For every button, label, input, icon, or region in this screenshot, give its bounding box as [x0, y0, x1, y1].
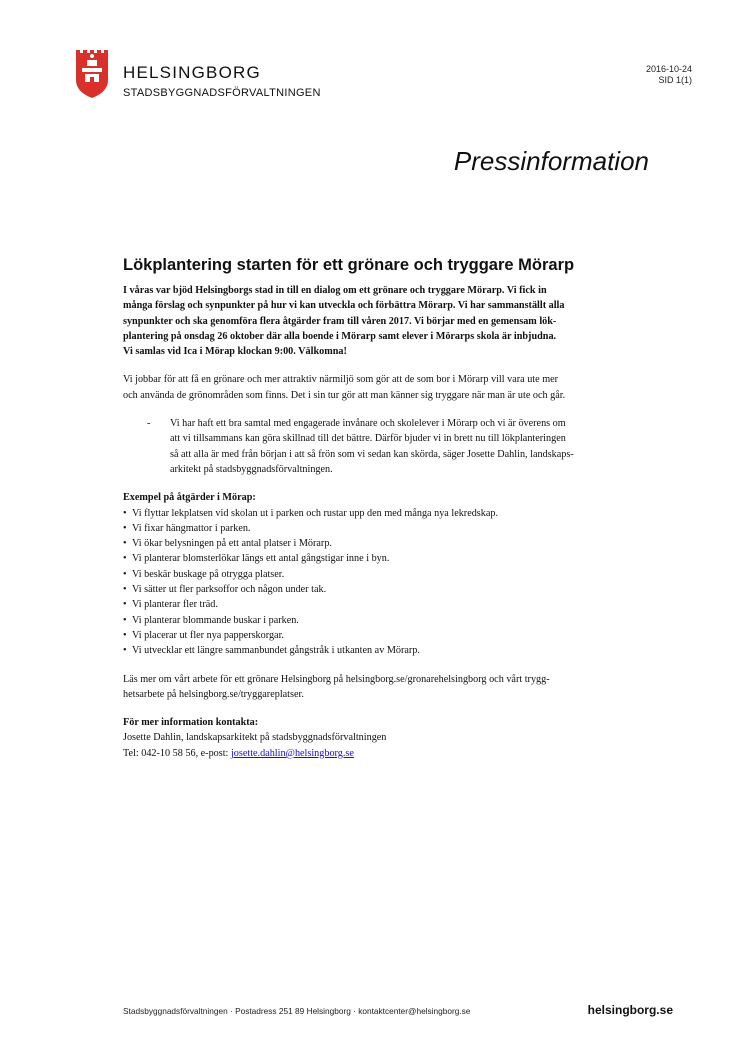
- lead-line: Vi samlas vid Ica i Mörap klockan 9:00. Välkomna!: [123, 346, 347, 358]
- list-item: • Vi sätter ut fler parksoffor och någon under tak.: [123, 582, 653, 597]
- bullet-icon: •: [123, 614, 127, 626]
- measures-title: Exempel på åtgärder i Mörap:: [123, 492, 256, 504]
- list-item: • Vi ökar belysningen på ett antal platser i Mörarp.: [123, 536, 653, 551]
- bullet-icon: •: [123, 629, 127, 641]
- list-item: • Vi flyttar lekplatsen vid skolan ut i parken och rustar upp den med många nya lekredskap.: [123, 506, 653, 521]
- department-name: STADSBYGGNADSFÖRVALTNINGEN: [123, 87, 321, 99]
- list-item: • Vi planterar blommande buskar i parken.: [123, 613, 653, 628]
- intro-paragraph: [123, 372, 653, 403]
- quote-block: [123, 416, 653, 477]
- intro-line: Vi jobbar för att få en grönare och mer attraktiv närmiljö som gör att de som bor i Mörarp vill vara ute mer: [123, 374, 559, 386]
- list-item: • Vi fixar hängmattor i parken.: [123, 521, 653, 536]
- document-type-title: Pressinformation: [453, 146, 649, 176]
- read-more-paragraph: [123, 672, 653, 703]
- bullet-icon: •: [123, 568, 127, 580]
- brand-name: HELSINGBORG: [123, 63, 261, 82]
- bullet-icon: •: [123, 584, 127, 596]
- headline: Lökplantering starten för ett grönare och tryggare Mörarp: [123, 256, 575, 274]
- list-item: • Vi beskär buskage på otrygga platser.: [123, 567, 653, 582]
- list-item: • Vi planterar blomsterlökar längs ett antal gångstigar inne i byn.: [123, 551, 653, 566]
- quote-line: Vi har haft ett bra samtal med engagerade invånare och skolelever i Mörarp och vi är överens om: [170, 418, 566, 430]
- contact-title: För mer information kontakta:: [123, 717, 259, 729]
- article-body: [123, 256, 653, 761]
- contact-phone-line: [123, 746, 653, 761]
- footer-site: helsingborg.se: [587, 1003, 673, 1017]
- bullet-icon: •: [123, 645, 127, 657]
- read-more-line: Läs mer om vårt arbete för ett grönare Helsingborg på helsingborg.se/gronarehelsingborg och vårt trygg-: [123, 673, 550, 685]
- intro-line: och använda de grönområden som finns. Det i sin tur gör att man känner sig tryggare när man är ute och går.: [123, 389, 566, 401]
- contact-email-link[interactable]: josette.dahlin@helsingborg.se: [230, 747, 354, 759]
- lead-paragraph: [123, 283, 653, 359]
- quote-dash: -: [147, 418, 151, 430]
- measures-list: [123, 506, 653, 659]
- page-number: SID 1(1): [658, 75, 692, 85]
- lead-line: många förslag och synpunkter på hur vi kan utveckla och förbättra Mörarp. Vi har sammanställt alla: [123, 300, 565, 312]
- document-meta: [646, 64, 692, 86]
- lead-line: synpunkter och ska genomföra flera åtgärder fram till våren 2017. Vi börjar med en gemensam lök-: [123, 315, 557, 327]
- document-date: 2016-10-24: [645, 64, 692, 74]
- read-more-line: hetsarbete på helsingborg.se/tryggareplatser.: [123, 688, 304, 700]
- quote-line: arkitekt på stadsbyggnadsförvaltningen.: [170, 463, 333, 475]
- bullet-icon: •: [123, 538, 127, 550]
- bullet-icon: •: [123, 599, 127, 611]
- list-item: • Vi placerar ut fler nya papperskorgar.: [123, 628, 653, 643]
- contact-phone: Tel: 042-10 58 56, e-post:: [123, 747, 231, 759]
- quote-line: att vi tillsammans kan göra skillnad till det bättre. Därför bjuder vi in brett nu till lökplanteringen: [170, 433, 566, 445]
- lead-line: plantering på onsdag 26 oktober där alla boende i Mörarp samt elever i Mörarps skola är inbjudna.: [123, 330, 557, 342]
- list-item: • Vi utvecklar ett längre sammanbundet gångstråk i utkanten av Mörarp.: [123, 643, 653, 658]
- bullet-icon: •: [123, 507, 127, 519]
- bullet-icon: •: [123, 522, 127, 534]
- helsingborg-crest-icon: [74, 44, 110, 98]
- footer-address: Stadsbyggnadsförvaltningen · Postadress 251 89 Helsingborg · kontaktcenter@helsingborg.se: [123, 1006, 471, 1016]
- quote-text: [170, 416, 653, 477]
- lead-line: I våras var bjöd Helsingborgs stad in till en dialog om ett grönare och tryggare Mörarp. Vi fick in: [123, 285, 547, 296]
- list-item: • Vi planterar fler träd.: [123, 597, 653, 612]
- contact-name: Josette Dahlin, landskapsarkitekt på stadsbyggnadsförvaltningen: [123, 732, 387, 744]
- bullet-icon: •: [123, 553, 127, 565]
- quote-line: så att alla är med från början i att så frön som vi sedan kan skörda, säger Josette Dahlin, landskaps-: [170, 448, 574, 460]
